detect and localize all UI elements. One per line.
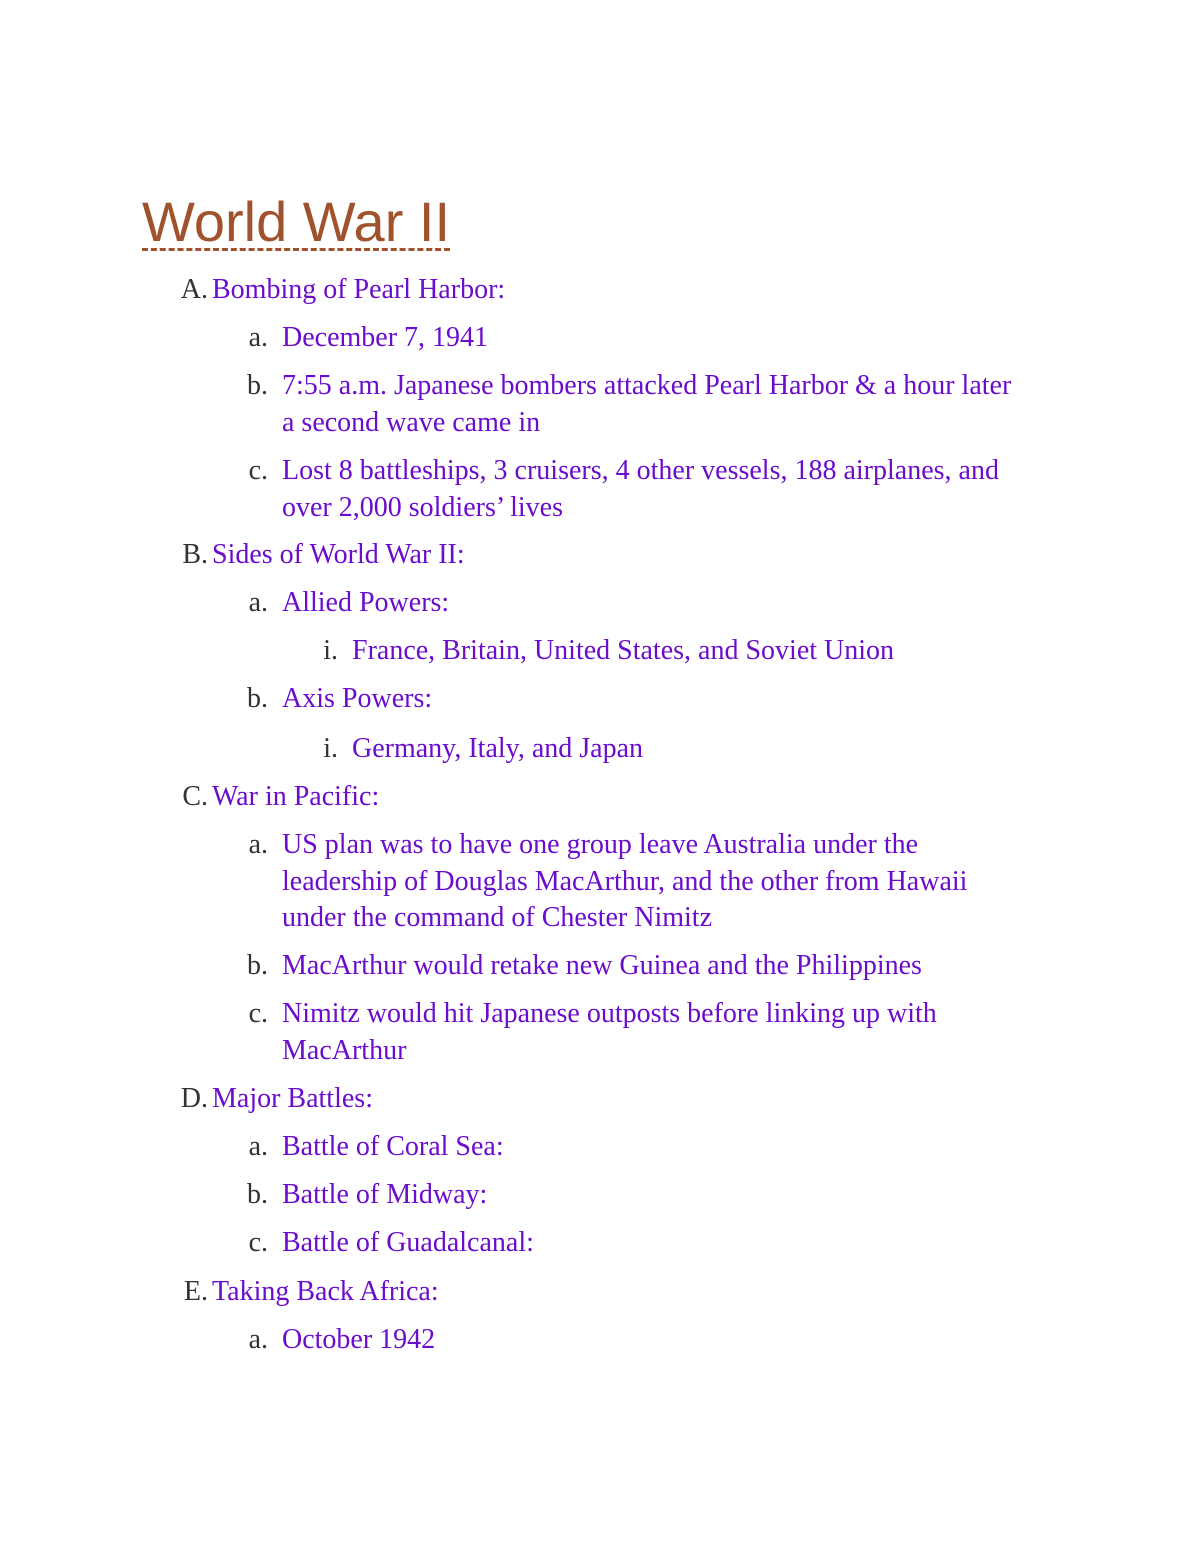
section-heading: Major Battles: — [212, 1083, 373, 1114]
item-text: Battle of Guadalcanal: — [282, 1227, 534, 1258]
section-heading: Sides of World War II: — [212, 539, 465, 570]
subitem-marker: i. — [323, 635, 338, 666]
item-marker: c. — [248, 998, 268, 1029]
item-marker: c. — [248, 1227, 268, 1258]
item-text: Axis Powers: — [282, 683, 433, 714]
item-marker: b. — [247, 683, 268, 714]
subitem-marker: i. — [323, 733, 338, 764]
item-text: Battle of Coral Sea: — [282, 1131, 504, 1162]
item-marker: c. — [248, 455, 268, 486]
item-text: December 7, 1941 — [282, 322, 489, 353]
item-text: 7:55 a.m. Japanese bombers attacked Pearl Harbor & a hour later — [282, 370, 1012, 401]
item-marker: a. — [248, 322, 268, 353]
item-text-continued: under the command of Chester Nimitz — [282, 902, 712, 933]
item-marker: a. — [248, 1131, 268, 1162]
item-marker: a. — [248, 587, 268, 618]
item-text: Lost 8 battleships, 3 cruisers, 4 other vessels, 188 airplanes, and — [282, 455, 999, 486]
section-heading: War in Pacific: — [212, 781, 380, 812]
item-text-continued: leadership of Douglas MacArthur, and the other from Hawaii — [282, 866, 968, 897]
item-text: Allied Powers: — [282, 587, 450, 618]
item-text-continued: a second wave came in — [282, 407, 541, 438]
section-marker: D. — [180, 1083, 208, 1114]
item-text: October 1942 — [282, 1324, 436, 1355]
section-marker: B. — [182, 539, 208, 570]
item-marker: a. — [248, 1324, 268, 1355]
item-text: US plan was to have one group leave Australia under the — [282, 829, 919, 860]
item-text-continued: over 2,000 soldiers’ lives — [282, 492, 563, 523]
section-heading: Taking Back Africa: — [212, 1276, 439, 1307]
section-marker: A. — [180, 274, 208, 305]
document-title: World War II — [142, 186, 450, 251]
item-marker: a. — [248, 829, 268, 860]
item-text-continued: MacArthur — [282, 1035, 407, 1066]
item-marker: b. — [247, 1179, 268, 1210]
item-marker: b. — [247, 950, 268, 981]
section-marker: C. — [182, 781, 208, 812]
item-text: Battle of Midway: — [282, 1179, 488, 1210]
item-text: Nimitz would hit Japanese outposts before linking up with — [282, 998, 937, 1029]
item-text: MacArthur would retake new Guinea and the Philippines — [282, 950, 922, 981]
subitem-text: France, Britain, United States, and Soviet Union — [352, 635, 895, 666]
section-heading: Bombing of Pearl Harbor: — [212, 274, 506, 305]
subitem-text: Germany, Italy, and Japan — [352, 733, 644, 764]
section-marker: E. — [183, 1276, 208, 1307]
item-marker: b. — [247, 370, 268, 401]
